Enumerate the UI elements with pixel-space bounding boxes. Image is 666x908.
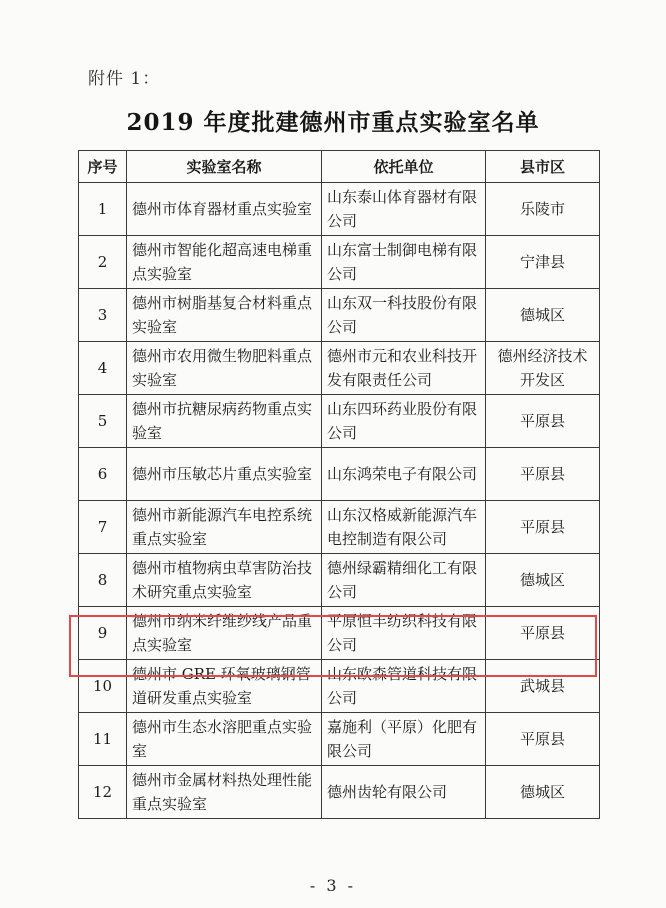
- header-county: 县市区: [486, 151, 600, 183]
- row-number: 9: [79, 607, 127, 660]
- lab-name-cell: 德州市压敏芯片重点实验室: [127, 448, 322, 501]
- row-number: 6: [79, 448, 127, 501]
- county-cell: 平原县: [486, 501, 600, 554]
- table-row: [79, 660, 600, 713]
- header-lab-name: 实验室名称: [127, 151, 322, 183]
- county-cell: 德城区: [486, 766, 600, 819]
- county-cell: 德城区: [486, 289, 600, 342]
- host-org-cell: 德州绿霸精细化工有限公司: [322, 554, 486, 607]
- host-org-cell: 山东双一科技股份有限公司: [322, 289, 486, 342]
- table-row: [79, 395, 600, 448]
- document-title: 2019 年度批建德州市重点实验室名单: [126, 109, 540, 136]
- host-org-cell: 山东汉格威新能源汽车电控制造有限公司: [322, 501, 486, 554]
- county-cell: 平原县: [486, 395, 600, 448]
- header-no: 序号: [79, 151, 127, 183]
- county-cell: 乐陵市: [486, 183, 600, 236]
- row-number: 8: [79, 554, 127, 607]
- lab-name-cell: 德州市智能化超高速电梯重点实验室: [127, 236, 322, 289]
- table-row: [79, 236, 600, 289]
- lab-name-cell: 德州市抗糖尿病药物重点实验室: [127, 395, 322, 448]
- lab-name-cell: 德州市 GRE 环氧玻璃钢管道研发重点实验室: [127, 660, 322, 713]
- lab-name-cell: 德州市体育器材重点实验室: [127, 183, 322, 236]
- table-row: [79, 607, 600, 660]
- attachment-label: 附件 1：: [88, 69, 161, 89]
- row-number: 12: [79, 766, 127, 819]
- lab-name-cell: 德州市新能源汽车电控系统重点实验室: [127, 501, 322, 554]
- row-number: 1: [79, 183, 127, 236]
- table-row: [79, 554, 600, 607]
- host-org-cell: 山东泰山体育器材有限公司: [322, 183, 486, 236]
- host-org-cell: 山东鸿荣电子有限公司: [322, 448, 486, 501]
- page-number: - 3 -: [309, 876, 357, 895]
- host-org-cell: 平原恒丰纺织科技有限公司: [322, 607, 486, 660]
- county-cell: 德城区: [486, 554, 600, 607]
- lab-name-cell: 德州市生态水溶肥重点实验室: [127, 713, 322, 766]
- lab-name-cell: 德州市植物病虫草害防治技术研究重点实验室: [127, 554, 322, 607]
- host-org-cell: 山东四环药业股份有限公司: [322, 395, 486, 448]
- table-row: [79, 289, 600, 342]
- table-row: [79, 501, 600, 554]
- lab-name-cell: 德州市纳米纤维纱线产品重点实验室: [127, 607, 322, 660]
- county-cell: 平原县: [486, 448, 600, 501]
- table-row: [79, 183, 600, 236]
- lab-name-cell: 德州市金属材料热处理性能重点实验室: [127, 766, 322, 819]
- county-cell: 宁津县: [486, 236, 600, 289]
- table-header-row: [79, 151, 600, 183]
- county-cell: 平原县: [486, 713, 600, 766]
- host-org-cell: 山东富士制御电梯有限公司: [322, 236, 486, 289]
- host-org-cell: 德州市元和农业科技开发有限责任公司: [322, 342, 486, 395]
- row-number: 10: [79, 660, 127, 713]
- header-host-org: 依托单位: [322, 151, 486, 183]
- county-cell: 武城县: [486, 660, 600, 713]
- host-org-cell: 德州齿轮有限公司: [322, 766, 486, 819]
- table-row: [79, 448, 600, 501]
- row-number: 11: [79, 713, 127, 766]
- lab-name-cell: 德州市树脂基复合材料重点实验室: [127, 289, 322, 342]
- host-org-cell: 嘉施利（平原）化肥有限公司: [322, 713, 486, 766]
- row-number: 4: [79, 342, 127, 395]
- county-cell: 德州经济技术开发区: [486, 342, 600, 395]
- table-row: [79, 342, 600, 395]
- table-row: [79, 766, 600, 819]
- lab-list-table: [78, 150, 600, 819]
- host-org-cell: 山东欧森管道科技有限公司: [322, 660, 486, 713]
- table-row: [79, 713, 600, 766]
- county-cell: 平原县: [486, 607, 600, 660]
- row-number: 5: [79, 395, 127, 448]
- row-number: 2: [79, 236, 127, 289]
- lab-name-cell: 德州市农用微生物肥料重点实验室: [127, 342, 322, 395]
- row-number: 7: [79, 501, 127, 554]
- row-number: 3: [79, 289, 127, 342]
